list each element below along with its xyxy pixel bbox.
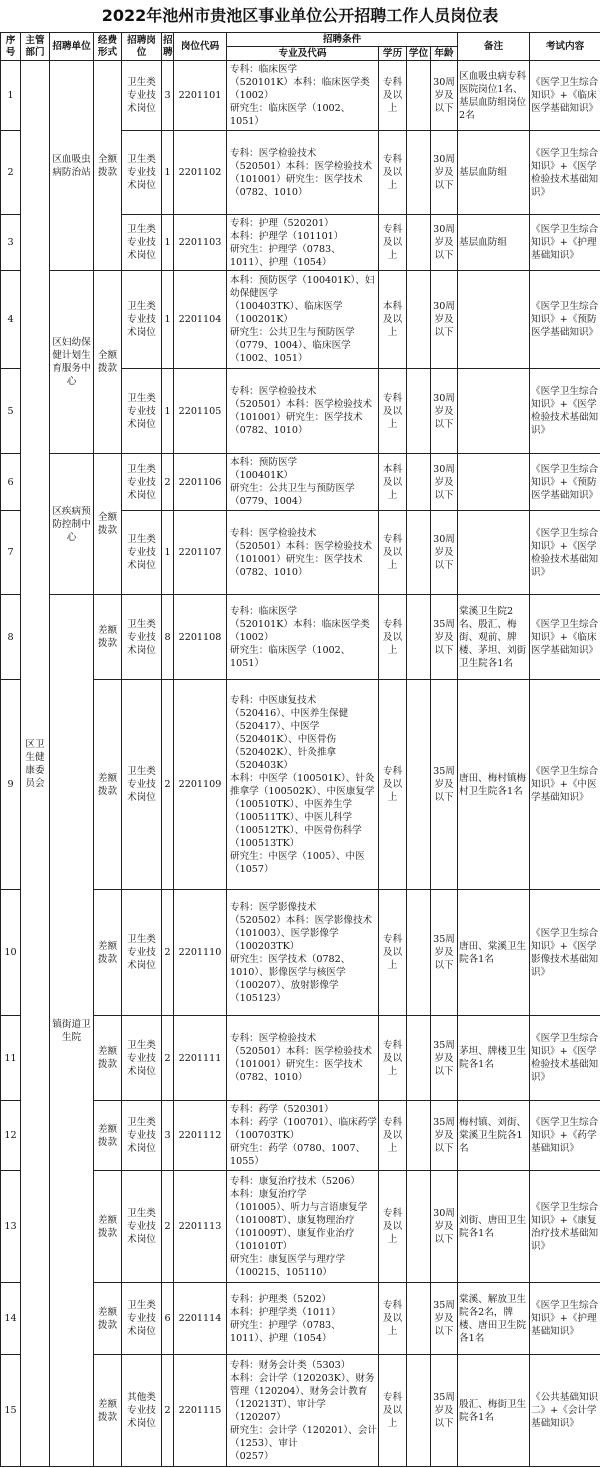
row-exam: 《医学卫生综合知识》+《临床医学基础知识》 <box>530 595 600 680</box>
row-exam: 《医学卫生综合知识》+《医学影像技术基础知识》 <box>530 890 600 1016</box>
funding-cell: 差额拨款 <box>94 1283 122 1355</box>
row-edu: 专科及以上 <box>379 595 407 680</box>
header-post: 招聘岗位 <box>122 33 162 61</box>
row-major: 专科：财务会计类（5303） 本科：会计学（120203K）、财务管理（120204）、财务会计教育（120213T）、审计学（120207） 研究生：会计学（120201）、会计（1253）、审计 （0257） <box>227 1355 379 1467</box>
row-edu: 本科及以上 <box>379 271 407 369</box>
row-major: 专科：医学检验技术 （520501）本科：医学检验技术 （101001）研究生：医学技术（0782、1010） <box>227 131 379 215</box>
row-post: 其他类专业技术岗位 <box>122 1355 162 1467</box>
row-degree <box>407 369 431 454</box>
row-remark: 棠溪卫生院2名、殷汇、梅街、观前、牌楼、茅坦、刘街卫生院各1名 <box>458 595 530 680</box>
row-major: 专科：康复治疗技术（5206） 本科：康复治疗学 （101005）、听力与言语康复学（101008T）、康复物理治疗（101009T）、康复作业治疗（101010T） 研究生：康复医学与理疗学 （100215、105110） <box>227 1171 379 1283</box>
row-count: 2 <box>162 1016 174 1101</box>
row-code: 2201102 <box>174 131 227 215</box>
row-post: 卫生类专业技术岗位 <box>122 595 162 680</box>
row-seq: 2 <box>1 131 21 215</box>
row-age: 35周岁及以下 <box>431 1101 458 1171</box>
row-remark <box>458 369 530 454</box>
row-age: 35周岁及以下 <box>431 595 458 680</box>
header-code: 岗位代码 <box>174 33 227 61</box>
row-major: 本科：预防医学（100401K）、妇幼保健医学 （100403TK）、临床医学 （100201K） 研究生：公共卫生与预防医学（0779、1004）、临床医学（1002、1051） <box>227 271 379 369</box>
row-seq: 6 <box>1 454 21 511</box>
position-table <box>0 32 600 1467</box>
row-age: 30周岁及以下 <box>431 271 458 369</box>
row-edu: 专科及以上 <box>379 1283 407 1355</box>
unit-cell: 区疾病预防控制中心 <box>50 454 94 595</box>
row-major: 专科：药学（520301） 本科：药学（100701）、临床药学（100703TK） 研究生：药学（0780、1007、1055） <box>227 1101 379 1171</box>
header-unit: 招聘单位 <box>50 33 94 61</box>
row-exam: 《医学卫生综合知识》+《预防医学基础知识》 <box>530 271 600 369</box>
row-edu: 专科及以上 <box>379 890 407 1016</box>
page-title: 2022年池州市贵池区事业单位公开招聘工作人员岗位表 <box>101 6 499 25</box>
row-exam: 《医学卫生综合知识》+《医学检验技术基础知识》 <box>530 511 600 595</box>
row-edu: 专科及以上 <box>379 131 407 215</box>
row-post: 卫生类专业技术岗位 <box>122 215 162 271</box>
row-edu: 本科及以上 <box>379 454 407 511</box>
row-major: 本科：预防医学 （100401K） 研究生：公共卫生与预防医学（0779、1004） <box>227 454 379 511</box>
row-degree <box>407 1016 431 1101</box>
row-edu: 专科及以上 <box>379 1171 407 1283</box>
row-code: 2201104 <box>174 271 227 369</box>
row-degree <box>407 61 431 131</box>
row-remark <box>458 454 530 511</box>
unit-cell: 镇街道卫生院 <box>50 595 94 1467</box>
row-degree <box>407 1355 431 1467</box>
row-age: 30周岁及以下 <box>431 61 458 131</box>
row-post: 卫生类专业技术岗位 <box>122 369 162 454</box>
row-age: 35周岁及以下 <box>431 680 458 890</box>
row-remark: 区血吸虫病专科医院岗位1名、基层血防组岗位2名 <box>458 61 530 131</box>
row-seq: 4 <box>1 271 21 369</box>
header-degree: 学位 <box>407 47 431 61</box>
row-post: 卫生类专业技术岗位 <box>122 680 162 890</box>
row-seq: 7 <box>1 511 21 595</box>
row-age: 30周岁及以下 <box>431 511 458 595</box>
row-degree <box>407 131 431 215</box>
row-edu: 专科及以上 <box>379 680 407 890</box>
funding-cell: 全额拨款 <box>94 61 122 271</box>
row-seq: 1 <box>1 61 21 131</box>
row-edu: 专科及以上 <box>379 1355 407 1467</box>
row-age: 35周岁及以下 <box>431 1283 458 1355</box>
row-edu: 专科及以上 <box>379 369 407 454</box>
row-edu: 专科及以上 <box>379 215 407 271</box>
row-remark: 基层血防组 <box>458 131 530 215</box>
row-degree <box>407 511 431 595</box>
row-count: 1 <box>162 131 174 215</box>
row-major: 专科：临床医学 （520101K）本科：临床医学类（1002） 研究生：临床医学（1002、1051） <box>227 61 379 131</box>
table-row <box>1 454 600 511</box>
row-edu: 专科及以上 <box>379 1016 407 1101</box>
row-exam: 《医学卫生综合知识》+《预防医学基础知识》 <box>530 454 600 511</box>
row-code: 2201112 <box>174 1101 227 1171</box>
row-degree <box>407 1283 431 1355</box>
row-major: 专科：中医康复技术 （520416）、中医养生保健 （520417）、中医学 （520401K）、中医骨伤 （520402K）、针灸推拿 （520403K） 本科：中医学（100501K）、针灸推拿学（100502K）、中医康复学（100510TK）、中医养生学（100511TK）、中医儿科学（100512TK）、中医骨伤科学 （100513TK） 研究生：中医学（1005）、中医（1057） <box>227 680 379 890</box>
header-count: 招聘 <box>162 33 174 61</box>
row-post: 卫生类专业技术岗位 <box>122 131 162 215</box>
row-major: 专科：护理类（5202） 本科：护理学类（1011） 研究生：护理学（0783、1011）、护理（1054） <box>227 1283 379 1355</box>
header-dept: 主管部门 <box>21 33 50 61</box>
row-seq: 8 <box>1 595 21 680</box>
row-count: 1 <box>162 271 174 369</box>
table-row <box>1 61 600 131</box>
row-age: 35周岁及以下 <box>431 1355 458 1467</box>
row-count: 1 <box>162 215 174 271</box>
row-seq: 14 <box>1 1283 21 1355</box>
unit-cell: 区妇幼保健计划生育服务中心 <box>50 271 94 454</box>
row-seq: 11 <box>1 1016 21 1101</box>
row-code: 2201114 <box>174 1283 227 1355</box>
row-degree <box>407 1171 431 1283</box>
header-seq: 序号 <box>1 33 21 61</box>
row-post: 卫生类专业技术岗位 <box>122 890 162 1016</box>
row-post: 卫生类专业技术岗位 <box>122 1171 162 1283</box>
header-major: 专业及代码 <box>227 47 379 61</box>
row-count: 8 <box>162 595 174 680</box>
funding-cell: 全额拨款 <box>94 454 122 595</box>
row-code: 2201107 <box>174 511 227 595</box>
row-count: 2 <box>162 1355 174 1467</box>
funding-cell: 差额拨款 <box>94 595 122 680</box>
row-count: 3 <box>162 1101 174 1171</box>
row-exam: 《公共基础知识二》+《会计学基础知识》 <box>530 1355 600 1467</box>
row-degree <box>407 1101 431 1171</box>
funding-cell: 差额拨款 <box>94 1101 122 1171</box>
row-remark: 梅村镇、刘街、棠溪卫生院各1名 <box>458 1101 530 1171</box>
row-count: 1 <box>162 511 174 595</box>
row-code: 2201108 <box>174 595 227 680</box>
header-edu: 学历 <box>379 47 407 61</box>
row-age: 35周岁及以下 <box>431 1016 458 1101</box>
row-remark: 唐田、棠溪卫生院各1名 <box>458 890 530 1016</box>
row-code: 2201105 <box>174 369 227 454</box>
row-exam: 《医学卫生综合知识》+《医学检验技术基础知识》 <box>530 131 600 215</box>
row-seq: 9 <box>1 680 21 890</box>
row-exam: 《医学卫生综合知识》+《护理基础知识》 <box>530 215 600 271</box>
row-post: 卫生类专业技术岗位 <box>122 1101 162 1171</box>
row-code: 2201103 <box>174 215 227 271</box>
row-age: 30周岁及以下 <box>431 369 458 454</box>
row-seq: 5 <box>1 369 21 454</box>
row-code: 2201106 <box>174 454 227 511</box>
row-remark: 棠溪、解放卫生院各2名，牌楼、唐田卫生院各1名 <box>458 1283 530 1355</box>
row-code: 2201109 <box>174 680 227 890</box>
header-conditions: 招聘条件 <box>227 33 458 47</box>
header-funding: 经费形式 <box>94 33 122 61</box>
funding-cell: 差额拨款 <box>94 1016 122 1101</box>
row-age: 30周岁及以下 <box>431 454 458 511</box>
row-post: 卫生类专业技术岗位 <box>122 454 162 511</box>
row-major: 专科：医学检验技术 （520501）本科：医学检验技术 （101001）研究生：医学技术（0782、1010） <box>227 511 379 595</box>
row-age: 30周岁及以下 <box>431 1171 458 1283</box>
row-age: 30周岁及以下 <box>431 131 458 215</box>
unit-cell: 区血吸虫病防治站 <box>50 61 94 271</box>
header-remark: 备注 <box>458 33 530 61</box>
row-count: 2 <box>162 890 174 1016</box>
funding-cell: 差额拨款 <box>94 1355 122 1467</box>
row-exam: 《医学卫生综合知识》+《医学检验技术基础知识》 <box>530 1016 600 1101</box>
row-exam: 《医学卫生综合知识》+《康复治疗技术基础知识》 <box>530 1171 600 1283</box>
row-exam: 《医学卫生综合知识》+《临床医学基础知识》 <box>530 61 600 131</box>
row-post: 卫生类专业技术岗位 <box>122 1016 162 1101</box>
row-exam: 《医学卫生综合知识》+《医学检验技术基础知识》 <box>530 369 600 454</box>
row-age: 30周岁及以下 <box>431 215 458 271</box>
row-code: 2201113 <box>174 1171 227 1283</box>
row-edu: 专科及以上 <box>379 511 407 595</box>
row-major: 专科：临床医学 （520101K）本科：临床医学类（1002） 研究生：临床医学（1002、1051） <box>227 595 379 680</box>
row-code: 2201101 <box>174 61 227 131</box>
row-count: 6 <box>162 1283 174 1355</box>
table-row <box>1 595 600 680</box>
header-exam: 考试内容 <box>530 33 600 61</box>
row-seq: 13 <box>1 1171 21 1283</box>
funding-cell: 全额拨款 <box>94 271 122 454</box>
row-degree <box>407 215 431 271</box>
row-seq: 12 <box>1 1101 21 1171</box>
funding-cell: 差额拨款 <box>94 680 122 890</box>
row-exam: 《医学卫生综合知识》+《护理基础知识》 <box>530 1283 600 1355</box>
header-age: 年龄 <box>431 47 458 61</box>
row-post: 卫生类专业技术岗位 <box>122 1283 162 1355</box>
row-remark: 殷汇、梅街卫生院各1名 <box>458 1355 530 1467</box>
row-remark: 刘街、唐田卫生院各1名 <box>458 1171 530 1283</box>
row-remark <box>458 271 530 369</box>
table-row <box>1 271 600 369</box>
row-remark: 基层血防组 <box>458 215 530 271</box>
row-remark: 茅坦、牌楼卫生院各1名 <box>458 1016 530 1101</box>
row-remark <box>458 511 530 595</box>
row-edu: 专科及以上 <box>379 61 407 131</box>
row-code: 2201111 <box>174 1016 227 1101</box>
row-remark: 唐田、梅村镇梅村卫生院各1名 <box>458 680 530 890</box>
row-degree <box>407 680 431 890</box>
row-count: 1 <box>162 369 174 454</box>
funding-cell: 差额拨款 <box>94 1171 122 1283</box>
row-degree <box>407 595 431 680</box>
row-post: 卫生类专业技术岗位 <box>122 511 162 595</box>
row-major: 专科：护理（520201） 本科：护理学（101101） 研究生：护理学（0783、1011）、护理（1054） <box>227 215 379 271</box>
row-count: 2 <box>162 680 174 890</box>
row-seq: 15 <box>1 1355 21 1467</box>
row-major: 专科：医学影像技术 （520502）本科：医学影像技术 （101003）、医学影像学 （100203TK） 研究生：医学技术（0782、1010）、影像医学与核医学 （100207）、放射影像学 （105123） <box>227 890 379 1016</box>
row-count: 2 <box>162 1171 174 1283</box>
funding-cell: 差额拨款 <box>94 890 122 1016</box>
row-post: 卫生类专业技术岗位 <box>122 271 162 369</box>
row-code: 2201110 <box>174 890 227 1016</box>
dept-cell: 区卫生健康委员会 <box>21 61 50 1467</box>
row-major: 专科：医学检验技术 （520501）本科：医学检验技术 （101001）研究生：医学技术（0782、1010） <box>227 1016 379 1101</box>
row-seq: 3 <box>1 215 21 271</box>
row-degree <box>407 271 431 369</box>
row-age: 35周岁及以下 <box>431 890 458 1016</box>
row-count: 3 <box>162 61 174 131</box>
row-seq: 10 <box>1 890 21 1016</box>
row-major: 专科：医学检验技术 （520501）本科：医学检验技术 （101001）研究生：医学技术（0782、1010） <box>227 369 379 454</box>
row-post: 卫生类专业技术岗位 <box>122 61 162 131</box>
row-code: 2201115 <box>174 1355 227 1467</box>
row-degree <box>407 890 431 1016</box>
row-exam: 《医学卫生综合知识》+《中医学基础知识》 <box>530 680 600 890</box>
row-edu: 专科及以上 <box>379 1101 407 1171</box>
row-exam: 《医学卫生综合知识》+《药学基础知识》 <box>530 1101 600 1171</box>
row-count: 2 <box>162 454 174 511</box>
row-degree <box>407 454 431 511</box>
